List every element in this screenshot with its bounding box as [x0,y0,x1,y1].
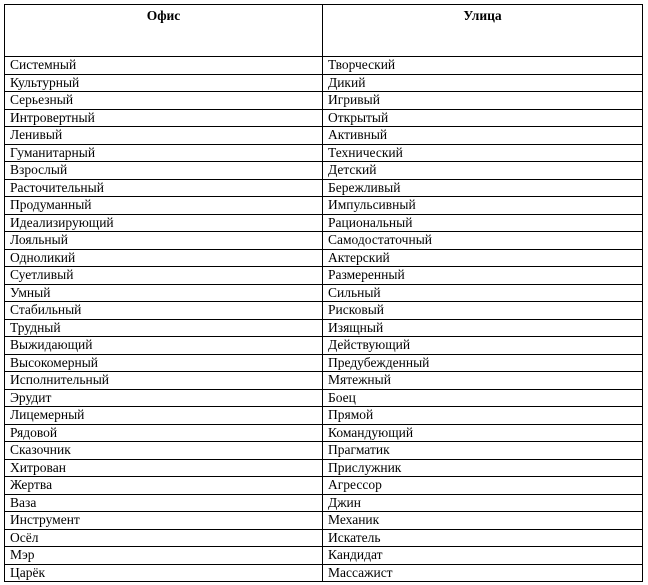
office-cell: Жертва [5,477,323,495]
office-cell: Суетливый [5,267,323,285]
office-cell: Системный [5,57,323,75]
office-cell: Интровертный [5,109,323,127]
street-cell: Технический [323,144,643,162]
office-cell: Гуманитарный [5,144,323,162]
table-row [5,144,643,162]
street-cell: Механик [323,512,643,530]
office-cell: Расточительный [5,179,323,197]
street-cell: Мятежный [323,372,643,390]
office-cell: Выжидающий [5,337,323,355]
street-cell: Бережливый [323,179,643,197]
street-cell: Прагматик [323,442,643,460]
table-row [5,74,643,92]
table-row [5,459,643,477]
office-cell: Осёл [5,529,323,547]
office-cell: Культурный [5,74,323,92]
street-cell: Боец [323,389,643,407]
table-row [5,284,643,302]
table-row [5,564,643,582]
office-cell: Взрослый [5,162,323,180]
table-row [5,302,643,320]
table-row [5,494,643,512]
office-cell: Рядовой [5,424,323,442]
street-cell: Размеренный [323,267,643,285]
street-cell: Изящный [323,319,643,337]
office-cell: Эрудит [5,389,323,407]
table-row [5,179,643,197]
office-cell: Сказочник [5,442,323,460]
street-cell: Массажист [323,564,643,582]
table-row [5,337,643,355]
street-cell: Прямой [323,407,643,425]
table-row [5,109,643,127]
office-cell: Мэр [5,547,323,565]
table-row [5,249,643,267]
street-cell: Прислужник [323,459,643,477]
table-row [5,442,643,460]
table-row [5,57,643,75]
table-row [5,477,643,495]
table-row [5,127,643,145]
street-cell: Детский [323,162,643,180]
street-cell: Самодостаточный [323,232,643,250]
street-cell: Агрессор [323,477,643,495]
office-cell: Продуманный [5,197,323,215]
table-row [5,319,643,337]
office-cell: Исполнительный [5,372,323,390]
street-cell: Сильный [323,284,643,302]
street-cell: Предубежденный [323,354,643,372]
street-cell: Творческий [323,57,643,75]
office-cell: Инструмент [5,512,323,530]
table-row [5,197,643,215]
street-cell: Дикий [323,74,643,92]
street-cell: Рисковый [323,302,643,320]
table-row [5,529,643,547]
office-cell: Высокомерный [5,354,323,372]
office-cell: Ваза [5,494,323,512]
table-row [5,512,643,530]
office-cell: Идеализирующий [5,214,323,232]
table-row [5,92,643,110]
street-cell: Открытый [323,109,643,127]
street-cell: Кандидат [323,547,643,565]
table-row [5,424,643,442]
table-row [5,407,643,425]
street-cell: Искатель [323,529,643,547]
street-cell: Рациональный [323,214,643,232]
table-row [5,372,643,390]
office-cell: Стабильный [5,302,323,320]
table-header-row [5,5,643,57]
street-cell: Актерский [323,249,643,267]
table-row [5,162,643,180]
office-cell: Хитрован [5,459,323,477]
header-office: Офис [5,5,323,57]
table-body [5,57,643,582]
office-cell: Ленивый [5,127,323,145]
street-cell: Джин [323,494,643,512]
office-cell: Лицемерный [5,407,323,425]
office-cell: Лояльный [5,232,323,250]
office-cell: Трудный [5,319,323,337]
street-cell: Активный [323,127,643,145]
office-cell: Царёк [5,564,323,582]
street-cell: Игривый [323,92,643,110]
street-cell: Действующий [323,337,643,355]
table-row [5,547,643,565]
comparison-table [4,4,643,582]
table-row [5,389,643,407]
office-cell: Серьезный [5,92,323,110]
table-row [5,267,643,285]
office-cell: Умный [5,284,323,302]
table-row [5,232,643,250]
street-cell: Командующий [323,424,643,442]
table-row [5,354,643,372]
street-cell: Импульсивный [323,197,643,215]
header-street: Улица [323,5,643,57]
table-row [5,214,643,232]
office-cell: Одноликий [5,249,323,267]
